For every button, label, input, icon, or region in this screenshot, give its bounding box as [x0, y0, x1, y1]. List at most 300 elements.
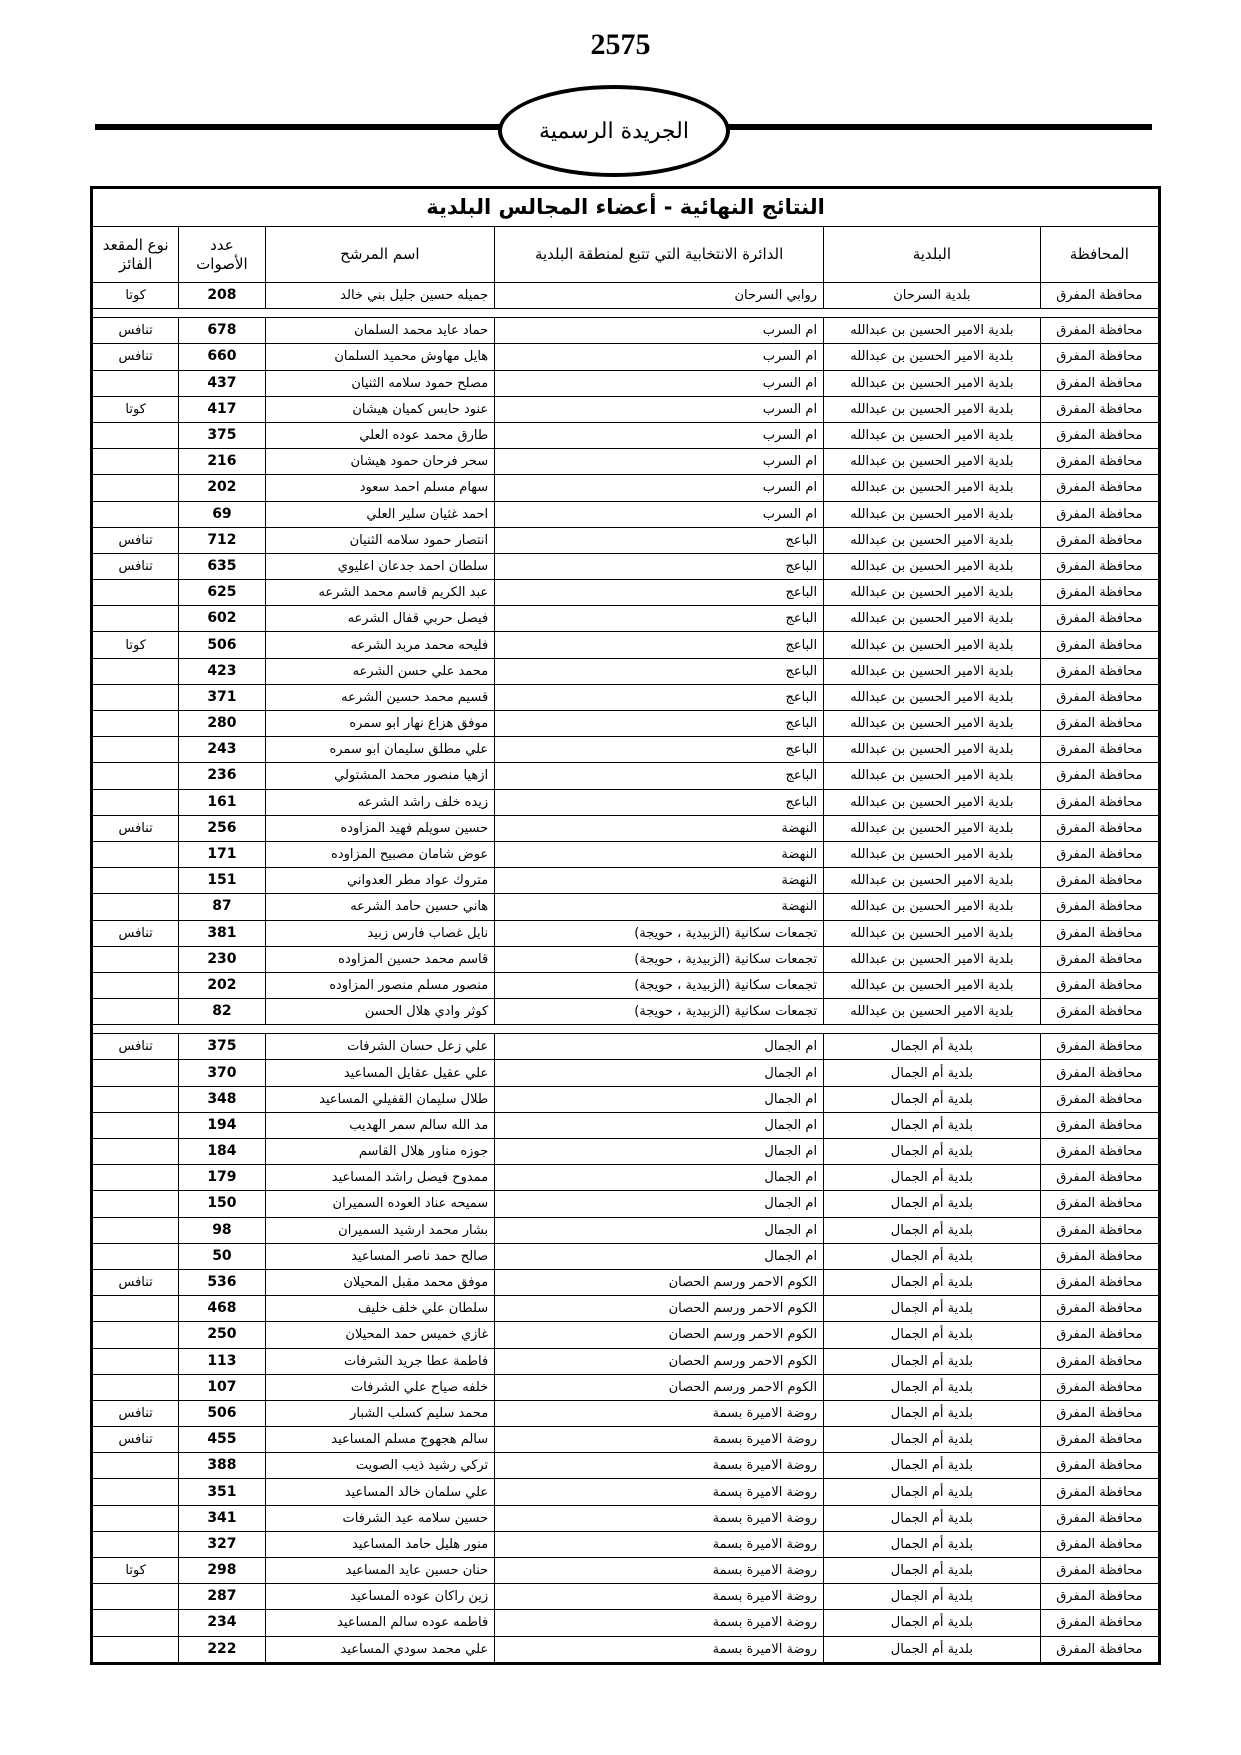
- candidate-name-cell: سلطان علي خلف خليف: [265, 1296, 495, 1322]
- district-cell: الكوم الاحمر ورسم الحصان: [495, 1374, 824, 1400]
- table-row: [93, 1400, 1159, 1426]
- table-row: [93, 283, 1159, 309]
- candidate-name-cell: علي مطلق سليمان ابو سمره: [265, 737, 495, 763]
- municipality-cell: بلدية الامير الحسين بن عبدالله: [824, 501, 1041, 527]
- district-cell: ام السرب: [495, 475, 824, 501]
- district-cell: ام السرب: [495, 449, 824, 475]
- header-votes-line1: عدد: [210, 235, 234, 254]
- votes-cell: 506: [179, 632, 265, 658]
- table-title: النتائج النهائية - أعضاء المجالس البلدية: [93, 189, 1159, 227]
- table-row: [93, 396, 1159, 422]
- table-row: [93, 763, 1159, 789]
- governorate-cell: محافظة المفرق: [1040, 1191, 1158, 1217]
- table-row: [93, 1112, 1159, 1138]
- governorate-cell: محافظة المفرق: [1040, 283, 1158, 309]
- table-row: [93, 1348, 1159, 1374]
- header-votes-line2: الأصوات: [196, 254, 248, 273]
- table-row: [93, 1269, 1159, 1295]
- seat-type-cell: تنافس: [93, 1034, 179, 1060]
- seat-type-cell: [93, 999, 179, 1025]
- votes-cell: 660: [179, 344, 265, 370]
- seat-type-cell: تنافس: [93, 1427, 179, 1453]
- governorate-cell: محافظة المفرق: [1040, 1243, 1158, 1269]
- candidate-name-cell: نايل غصاب فارس زبيد: [265, 920, 495, 946]
- district-cell: الباعج: [495, 763, 824, 789]
- governorate-cell: محافظة المفرق: [1040, 841, 1158, 867]
- municipality-cell: بلدية الامير الحسين بن عبدالله: [824, 999, 1041, 1025]
- district-cell: تجمعات سكانية (الزبيدية ، حويجة): [495, 972, 824, 998]
- candidate-name-cell: محمد علي حسن الشرعه: [265, 658, 495, 684]
- governorate-cell: محافظة المفرق: [1040, 632, 1158, 658]
- results-table: [92, 188, 1159, 1663]
- votes-cell: 243: [179, 737, 265, 763]
- municipality-cell: بلدية الامير الحسين بن عبدالله: [824, 711, 1041, 737]
- votes-cell: 371: [179, 684, 265, 710]
- table-row: [93, 789, 1159, 815]
- municipality-cell: بلدية الامير الحسين بن عبدالله: [824, 946, 1041, 972]
- votes-cell: 179: [179, 1165, 265, 1191]
- municipality-cell: بلدية الامير الحسين بن عبدالله: [824, 449, 1041, 475]
- candidate-name-cell: سلطان احمد جدعان اعليوي: [265, 553, 495, 579]
- table-row: [93, 318, 1159, 344]
- governorate-cell: محافظة المفرق: [1040, 920, 1158, 946]
- seat-type-cell: تنافس: [93, 1269, 179, 1295]
- separator-cell: [265, 1025, 495, 1034]
- seat-type-cell: كوتا: [93, 283, 179, 309]
- header-district: الدائرة الانتخابية التي تتبع لمنطقة البلدية: [495, 227, 824, 283]
- seat-type-cell: [93, 737, 179, 763]
- separator-cell: [1040, 1025, 1158, 1034]
- governorate-cell: محافظة المفرق: [1040, 344, 1158, 370]
- district-cell: روضة الاميرة بسمة: [495, 1531, 824, 1557]
- votes-cell: 256: [179, 815, 265, 841]
- district-cell: الباعج: [495, 711, 824, 737]
- header-municipality: البلدية: [824, 227, 1041, 283]
- municipality-cell: بلدية أم الجمال: [824, 1453, 1041, 1479]
- governorate-cell: محافظة المفرق: [1040, 658, 1158, 684]
- votes-cell: 348: [179, 1086, 265, 1112]
- municipality-cell: بلدية الامير الحسين بن عبدالله: [824, 370, 1041, 396]
- governorate-cell: محافظة المفرق: [1040, 1479, 1158, 1505]
- table-row: [93, 920, 1159, 946]
- municipality-cell: بلدية أم الجمال: [824, 1139, 1041, 1165]
- governorate-cell: محافظة المفرق: [1040, 396, 1158, 422]
- municipality-cell: بلدية الامير الحسين بن عبدالله: [824, 632, 1041, 658]
- governorate-cell: محافظة المفرق: [1040, 318, 1158, 344]
- separator-cell: [1040, 309, 1158, 318]
- candidate-name-cell: زيده خلف راشد الشرعه: [265, 789, 495, 815]
- table-row: [93, 1217, 1159, 1243]
- governorate-cell: محافظة المفرق: [1040, 527, 1158, 553]
- votes-cell: 202: [179, 475, 265, 501]
- seat-type-cell: [93, 868, 179, 894]
- header-votes: [179, 227, 265, 283]
- table-row: [93, 658, 1159, 684]
- seat-type-cell: [93, 946, 179, 972]
- district-cell: ام الجمال: [495, 1217, 824, 1243]
- votes-cell: 87: [179, 894, 265, 920]
- table-row: [93, 1086, 1159, 1112]
- votes-cell: 150: [179, 1191, 265, 1217]
- candidate-name-cell: سالم هجهوج مسلم المساعيد: [265, 1427, 495, 1453]
- candidate-name-cell: صالح حمد ناصر المساعيد: [265, 1243, 495, 1269]
- candidate-name-cell: طلال سليمان القفيلي المساعيد: [265, 1086, 495, 1112]
- municipality-cell: بلدية الامير الحسين بن عبدالله: [824, 422, 1041, 448]
- candidate-name-cell: حماد عايد محمد السلمان: [265, 318, 495, 344]
- candidate-name-cell: مصلح حمود سلامه الثنيان: [265, 370, 495, 396]
- separator-cell: [93, 1025, 179, 1034]
- candidate-name-cell: احمد غثيان سلير العلي: [265, 501, 495, 527]
- seat-type-cell: [93, 972, 179, 998]
- votes-cell: 381: [179, 920, 265, 946]
- votes-cell: 194: [179, 1112, 265, 1138]
- municipality-cell: بلدية الامير الحسين بن عبدالله: [824, 606, 1041, 632]
- seat-type-cell: [93, 1139, 179, 1165]
- municipality-cell: بلدية الامير الحسين بن عبدالله: [824, 920, 1041, 946]
- seat-type-cell: [93, 1296, 179, 1322]
- votes-cell: 250: [179, 1322, 265, 1348]
- district-cell: الباعج: [495, 684, 824, 710]
- votes-cell: 506: [179, 1400, 265, 1426]
- table-row: [93, 501, 1159, 527]
- governorate-cell: محافظة المفرق: [1040, 972, 1158, 998]
- municipality-cell: بلدية أم الجمال: [824, 1217, 1041, 1243]
- district-cell: روضة الاميرة بسمة: [495, 1505, 824, 1531]
- district-cell: تجمعات سكانية (الزبيدية ، حويجة): [495, 920, 824, 946]
- votes-cell: 184: [179, 1139, 265, 1165]
- table-row: [93, 1034, 1159, 1060]
- table-row: [93, 868, 1159, 894]
- municipality-cell: بلدية أم الجمال: [824, 1034, 1041, 1060]
- seat-type-cell: [93, 1374, 179, 1400]
- district-cell: ام الجمال: [495, 1086, 824, 1112]
- candidate-name-cell: كوثر وادي هلال الحسن: [265, 999, 495, 1025]
- header-seat-type-line2: الفائز: [118, 254, 153, 273]
- governorate-cell: محافظة المفرق: [1040, 894, 1158, 920]
- seat-type-cell: [93, 1243, 179, 1269]
- district-cell: ام الجمال: [495, 1191, 824, 1217]
- votes-cell: 635: [179, 553, 265, 579]
- page-number: 2575: [590, 28, 651, 61]
- municipality-cell: بلدية أم الجمال: [824, 1479, 1041, 1505]
- municipality-cell: بلدية أم الجمال: [824, 1584, 1041, 1610]
- governorate-cell: محافظة المفرق: [1040, 737, 1158, 763]
- district-cell: النهضة: [495, 894, 824, 920]
- votes-cell: 113: [179, 1348, 265, 1374]
- governorate-cell: محافظة المفرق: [1040, 946, 1158, 972]
- governorate-cell: محافظة المفرق: [1040, 1269, 1158, 1295]
- table-row: [93, 1636, 1159, 1662]
- governorate-cell: محافظة المفرق: [1040, 1610, 1158, 1636]
- candidate-name-cell: ازهيا منصور محمد المشتولي: [265, 763, 495, 789]
- votes-cell: 468: [179, 1296, 265, 1322]
- governorate-cell: محافظة المفرق: [1040, 1086, 1158, 1112]
- municipality-cell: بلدية الامير الحسين بن عبدالله: [824, 894, 1041, 920]
- municipality-cell: بلدية الامير الحسين بن عبدالله: [824, 318, 1041, 344]
- table-row: [93, 1165, 1159, 1191]
- group-separator: [93, 309, 1159, 318]
- candidate-name-cell: عبد الكريم قاسم محمد الشرعه: [265, 580, 495, 606]
- votes-cell: 678: [179, 318, 265, 344]
- header-seat-type-line1: نوع المقعد: [102, 235, 169, 254]
- candidate-name-cell: محمد سليم كسلب الشبار: [265, 1400, 495, 1426]
- municipality-cell: بلدية السرحان: [824, 283, 1041, 309]
- candidate-name-cell: موفق محمد مقبل المحيلان: [265, 1269, 495, 1295]
- seat-type-cell: [93, 1453, 179, 1479]
- table-row: [93, 1427, 1159, 1453]
- governorate-cell: محافظة المفرق: [1040, 684, 1158, 710]
- municipality-cell: بلدية الامير الحسين بن عبدالله: [824, 789, 1041, 815]
- seat-type-cell: كوتا: [93, 632, 179, 658]
- votes-cell: 341: [179, 1505, 265, 1531]
- municipality-cell: بلدية الامير الحسين بن عبدالله: [824, 475, 1041, 501]
- candidate-name-cell: علي سلمان خالد المساعيد: [265, 1479, 495, 1505]
- separator-cell: [179, 1025, 265, 1034]
- municipality-cell: بلدية أم الجمال: [824, 1348, 1041, 1374]
- seat-type-cell: تنافس: [93, 815, 179, 841]
- seat-type-cell: كوتا: [93, 1558, 179, 1584]
- separator-cell: [495, 1025, 824, 1034]
- table-row: [93, 737, 1159, 763]
- votes-cell: 151: [179, 868, 265, 894]
- municipality-cell: بلدية الامير الحسين بن عبدالله: [824, 658, 1041, 684]
- table-row: [93, 841, 1159, 867]
- votes-cell: 327: [179, 1531, 265, 1557]
- governorate-cell: محافظة المفرق: [1040, 789, 1158, 815]
- municipality-cell: بلدية أم الجمال: [824, 1374, 1041, 1400]
- municipality-cell: بلدية أم الجمال: [824, 1165, 1041, 1191]
- municipality-cell: بلدية أم الجمال: [824, 1400, 1041, 1426]
- municipality-cell: بلدية أم الجمال: [824, 1505, 1041, 1531]
- district-cell: ام السرب: [495, 344, 824, 370]
- candidate-name-cell: سحر فرحان حمود هيشان: [265, 449, 495, 475]
- candidate-name-cell: قسيم محمد حسين الشرعه: [265, 684, 495, 710]
- separator-cell: [824, 1025, 1041, 1034]
- seat-type-cell: [93, 1165, 179, 1191]
- table-row: [93, 1479, 1159, 1505]
- seat-type-cell: [93, 1060, 179, 1086]
- candidate-name-cell: علي عقيل عقايل المساعيد: [265, 1060, 495, 1086]
- votes-cell: 234: [179, 1610, 265, 1636]
- seat-type-cell: [93, 449, 179, 475]
- seat-type-cell: [93, 1217, 179, 1243]
- table-row: [93, 684, 1159, 710]
- votes-cell: 280: [179, 711, 265, 737]
- seat-type-cell: تنافس: [93, 527, 179, 553]
- governorate-cell: محافظة المفرق: [1040, 553, 1158, 579]
- header-seat-type: [93, 227, 179, 283]
- seat-type-cell: [93, 1112, 179, 1138]
- results-body: [93, 283, 1159, 1663]
- votes-cell: 417: [179, 396, 265, 422]
- municipality-cell: بلدية أم الجمال: [824, 1086, 1041, 1112]
- seat-type-cell: [93, 606, 179, 632]
- municipality-cell: بلدية الامير الحسين بن عبدالله: [824, 396, 1041, 422]
- district-cell: ام السرب: [495, 422, 824, 448]
- candidate-name-cell: جميله حسين جليل بني خالد: [265, 283, 495, 309]
- district-cell: ام الجمال: [495, 1139, 824, 1165]
- votes-cell: 171: [179, 841, 265, 867]
- table-row: [93, 1191, 1159, 1217]
- district-cell: روضة الاميرة بسمة: [495, 1400, 824, 1426]
- candidate-name-cell: حنان حسين عايد المساعيد: [265, 1558, 495, 1584]
- governorate-cell: محافظة المفرق: [1040, 1453, 1158, 1479]
- candidate-name-cell: سميحه عناد العوده السميران: [265, 1191, 495, 1217]
- municipality-cell: بلدية الامير الحسين بن عبدالله: [824, 553, 1041, 579]
- governorate-cell: محافظة المفرق: [1040, 606, 1158, 632]
- votes-cell: 161: [179, 789, 265, 815]
- votes-cell: 69: [179, 501, 265, 527]
- seat-type-cell: [93, 763, 179, 789]
- district-cell: ام الجمال: [495, 1243, 824, 1269]
- table-row: [93, 1139, 1159, 1165]
- separator-cell: [93, 309, 179, 318]
- district-cell: الباعج: [495, 553, 824, 579]
- governorate-cell: محافظة المفرق: [1040, 1348, 1158, 1374]
- district-cell: ام السرب: [495, 396, 824, 422]
- votes-cell: 287: [179, 1584, 265, 1610]
- governorate-cell: محافظة المفرق: [1040, 501, 1158, 527]
- votes-cell: 98: [179, 1217, 265, 1243]
- seat-type-cell: [93, 1191, 179, 1217]
- votes-cell: 82: [179, 999, 265, 1025]
- district-cell: الباعج: [495, 606, 824, 632]
- candidate-name-cell: قاسم محمد حسين المزاوده: [265, 946, 495, 972]
- municipality-cell: بلدية أم الجمال: [824, 1322, 1041, 1348]
- candidate-name-cell: علي زعل حسان الشرفات: [265, 1034, 495, 1060]
- seat-type-cell: تنافس: [93, 344, 179, 370]
- governorate-cell: محافظة المفرق: [1040, 1427, 1158, 1453]
- governorate-cell: محافظة المفرق: [1040, 1374, 1158, 1400]
- governorate-cell: محافظة المفرق: [1040, 1505, 1158, 1531]
- votes-cell: 208: [179, 283, 265, 309]
- votes-cell: 375: [179, 1034, 265, 1060]
- seat-type-cell: [93, 894, 179, 920]
- governorate-cell: محافظة المفرق: [1040, 815, 1158, 841]
- table-header-row: [93, 227, 1159, 283]
- candidate-name-cell: انتصار حمود سلامه الثنيان: [265, 527, 495, 553]
- candidate-name-cell: موفق هزاع نهار ابو سمره: [265, 711, 495, 737]
- candidate-name-cell: هاني حسين حامد الشرعه: [265, 894, 495, 920]
- governorate-cell: محافظة المفرق: [1040, 1139, 1158, 1165]
- district-cell: روضة الاميرة بسمة: [495, 1584, 824, 1610]
- seat-type-cell: [93, 370, 179, 396]
- votes-cell: 202: [179, 972, 265, 998]
- district-cell: الباعج: [495, 632, 824, 658]
- votes-cell: 107: [179, 1374, 265, 1400]
- district-cell: تجمعات سكانية (الزبيدية ، حويجة): [495, 999, 824, 1025]
- table-row: [93, 1531, 1159, 1557]
- district-cell: الباعج: [495, 737, 824, 763]
- separator-cell: [179, 309, 265, 318]
- municipality-cell: بلدية الامير الحسين بن عبدالله: [824, 868, 1041, 894]
- municipality-cell: بلدية الامير الحسين بن عبدالله: [824, 527, 1041, 553]
- candidate-name-cell: حسين سلامه عيد الشرفات: [265, 1505, 495, 1531]
- governorate-cell: محافظة المفرق: [1040, 763, 1158, 789]
- district-cell: روضة الاميرة بسمة: [495, 1558, 824, 1584]
- district-cell: روضة الاميرة بسمة: [495, 1636, 824, 1662]
- separator-cell: [495, 309, 824, 318]
- table-row: [93, 1374, 1159, 1400]
- municipality-cell: بلدية الامير الحسين بن عبدالله: [824, 684, 1041, 710]
- governorate-cell: محافظة المفرق: [1040, 1217, 1158, 1243]
- candidate-name-cell: فليحه محمد مربد الشرعه: [265, 632, 495, 658]
- candidate-name-cell: منصور مسلم منصور المزاوده: [265, 972, 495, 998]
- votes-cell: 388: [179, 1453, 265, 1479]
- governorate-cell: محافظة المفرق: [1040, 1322, 1158, 1348]
- municipality-cell: بلدية الامير الحسين بن عبدالله: [824, 763, 1041, 789]
- district-cell: ام الجمال: [495, 1165, 824, 1191]
- governorate-cell: محافظة المفرق: [1040, 370, 1158, 396]
- candidate-name-cell: متروك عواد مطر العدواني: [265, 868, 495, 894]
- votes-cell: 50: [179, 1243, 265, 1269]
- gazette-title: الجريدة الرسمية: [539, 118, 689, 144]
- seat-type-cell: كوتا: [93, 396, 179, 422]
- votes-cell: 230: [179, 946, 265, 972]
- governorate-cell: محافظة المفرق: [1040, 449, 1158, 475]
- votes-cell: 351: [179, 1479, 265, 1505]
- table-row: [93, 1453, 1159, 1479]
- separator-cell: [265, 309, 495, 318]
- table-row: [93, 999, 1159, 1025]
- seat-type-cell: تنافس: [93, 318, 179, 344]
- seat-type-cell: [93, 501, 179, 527]
- seat-type-cell: [93, 1636, 179, 1662]
- seat-type-cell: [93, 422, 179, 448]
- district-cell: الباعج: [495, 658, 824, 684]
- seat-type-cell: [93, 789, 179, 815]
- candidate-name-cell: زين راكان عوده المساعيد: [265, 1584, 495, 1610]
- votes-cell: 437: [179, 370, 265, 396]
- seat-type-cell: [93, 580, 179, 606]
- district-cell: ام السرب: [495, 318, 824, 344]
- district-cell: روضة الاميرة بسمة: [495, 1453, 824, 1479]
- table-row: [93, 815, 1159, 841]
- votes-cell: 222: [179, 1636, 265, 1662]
- separator-cell: [824, 309, 1041, 318]
- gazette-title-oval: [498, 85, 730, 177]
- seat-type-cell: تنافس: [93, 1400, 179, 1426]
- district-cell: النهضة: [495, 841, 824, 867]
- district-cell: ام الجمال: [495, 1060, 824, 1086]
- header-governorate: المحافظة: [1040, 227, 1158, 283]
- governorate-cell: محافظة المفرق: [1040, 1112, 1158, 1138]
- seat-type-cell: [93, 711, 179, 737]
- district-cell: النهضة: [495, 815, 824, 841]
- district-cell: ام الجمال: [495, 1034, 824, 1060]
- municipality-cell: بلدية الامير الحسين بن عبدالله: [824, 972, 1041, 998]
- district-cell: الباعج: [495, 789, 824, 815]
- district-cell: الكوم الاحمر ورسم الحصان: [495, 1322, 824, 1348]
- seat-type-cell: [93, 475, 179, 501]
- table-row: [93, 1296, 1159, 1322]
- seat-type-cell: تنافس: [93, 553, 179, 579]
- votes-cell: 423: [179, 658, 265, 684]
- seat-type-cell: تنافس: [93, 920, 179, 946]
- municipality-cell: بلدية أم الجمال: [824, 1060, 1041, 1086]
- header-rule-left: [95, 124, 505, 130]
- governorate-cell: محافظة المفرق: [1040, 1636, 1158, 1662]
- governorate-cell: محافظة المفرق: [1040, 422, 1158, 448]
- table-row: [93, 1322, 1159, 1348]
- governorate-cell: محافظة المفرق: [1040, 1584, 1158, 1610]
- municipality-cell: بلدية الامير الحسين بن عبدالله: [824, 737, 1041, 763]
- table-row: [93, 946, 1159, 972]
- candidate-name-cell: فاطمه عوده سالم المساعيد: [265, 1610, 495, 1636]
- candidate-name-cell: مد الله سالم سمر الهديب: [265, 1112, 495, 1138]
- votes-cell: 298: [179, 1558, 265, 1584]
- votes-cell: 602: [179, 606, 265, 632]
